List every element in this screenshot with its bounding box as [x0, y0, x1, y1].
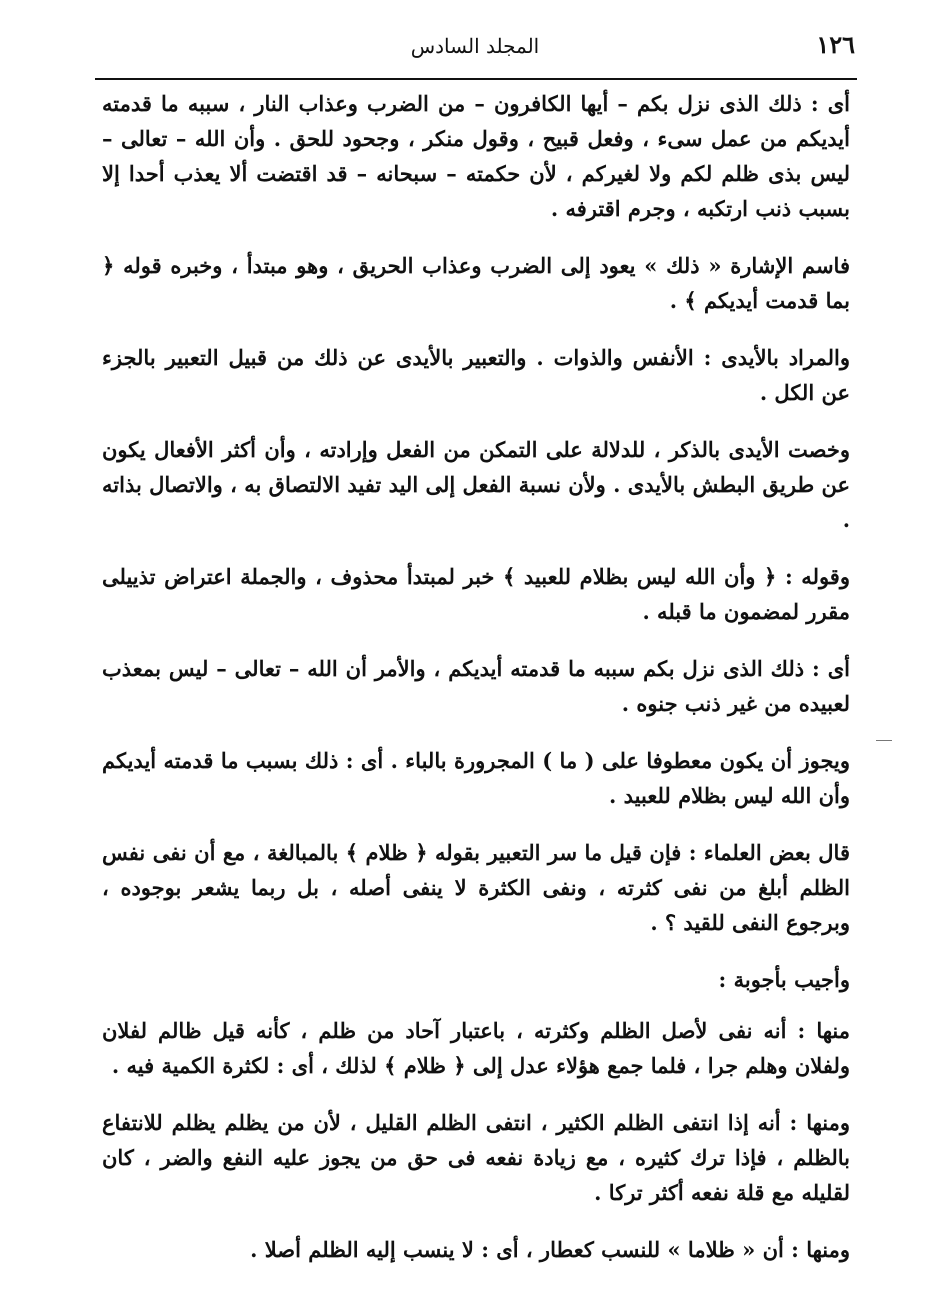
paragraph-3: والمراد بالأيدى : الأنفس والذوات . والتعبير بالأيدى عن ذلك من قبيل التعبير بالجزء عن الكل . — [102, 345, 850, 405]
paragraph-9: وأجيب بأجوبة : — [718, 967, 850, 992]
paragraph-4: وخصت الأيدى بالذكر ، للدلالة على التمكن من الفعل وإرادته ، وأن أكثر الأفعال يكون عن طريق البطش بالأيدى . ولأن نسبة الفعل إلى اليد تفيد الالتصاق به ، والاتصال بذاته . — [102, 437, 850, 532]
header-rule — [95, 78, 857, 80]
margin-mark — [876, 740, 892, 741]
paragraph-12: ومنها : أن « ظلاما » للنسب كعطار ، أى : لا ينسب إليه الظلم أصلا . — [250, 1237, 850, 1262]
paragraph-2: فاسم الإشارة « ذلك » يعود إلى الضرب وعذاب الحريق ، وهو مبتدأ ، وخبره قوله ﴿ بما قدمت أيديكم ﴾ . — [102, 253, 850, 313]
paragraph-8: قال بعض العلماء : فإن قيل ما سر التعبير بقوله ﴿ ظلام ﴾ بالمبالغة ، مع أن نفى نفس الظلم أبلغ من نفى كثرته ، ونفى الكثرة لا ينفى أصله ، بل ربما يشعر بوجوده ، وبرجوع النفى للقيد ؟ . — [102, 840, 850, 935]
paragraph-1: أى : ذلك الذى نزل بكم – أيها الكافرون – من الضرب وعذاب النار ، سببه ما قدمته أيديكم من عمل سىء ، وفعل قبيح ، وقول منكر ، وجحود للحق . وأن الله – تعالى – ليس بذى ظلم لكم ولا لغيركم ، لأن حكمته – سبحانه – قد اقتضت ألا يعذب أحدا إلا بسبب ذنب ارتكبه ، وجرم اقترفه . — [102, 91, 850, 221]
paragraph-7: ويجوز أن يكون معطوفا على ( ما ) المجرورة بالباء . أى : ذلك بسبب ما قدمته أيديكم وأن الله ليس بظلام للعبيد . — [102, 748, 850, 808]
paragraph-6: أى : ذلك الذى نزل بكم سببه ما قدمته أيديكم ، والأمر أن الله – تعالى – ليس بمعذب لعبيده من غير ذنب جنوه . — [102, 656, 850, 716]
running-head — [95, 30, 855, 66]
body-text — [102, 86, 850, 1289]
volume-title: المجلد السادس — [410, 34, 540, 58]
paragraph-10: منها : أنه نفى لأصل الظلم وكثرته ، باعتبار آحاد من ظلم ، كأنه قيل ظالم لفلان ولفلان وهلم جرا ، فلما جمع هؤلاء عدل إلى ﴿ ظلام ﴾ لذلك ، أى : لكثرة الكمية فيه . — [102, 1018, 850, 1078]
page-number: ١٢٦ — [816, 30, 855, 59]
paragraph-11: ومنها : أنه إذا انتفى الظلم الكثير ، انتفى الظلم القليل ، لأن من يظلم يظلم للانتفاع بالظلم ، فإذا ترك كثيره ، مع زيادة نفعه فى حق من يجوز عليه النفع والضر ، كان لقليله مع قلة نفعه أكثر تركا . — [102, 1110, 850, 1205]
paragraph-5: وقوله : ﴿ وأن الله ليس بظلام للعبيد ﴾ خبر لمبتدأ محذوف ، والجملة اعتراض تذييلى مقرر لمضمون ما قبله . — [102, 564, 850, 624]
